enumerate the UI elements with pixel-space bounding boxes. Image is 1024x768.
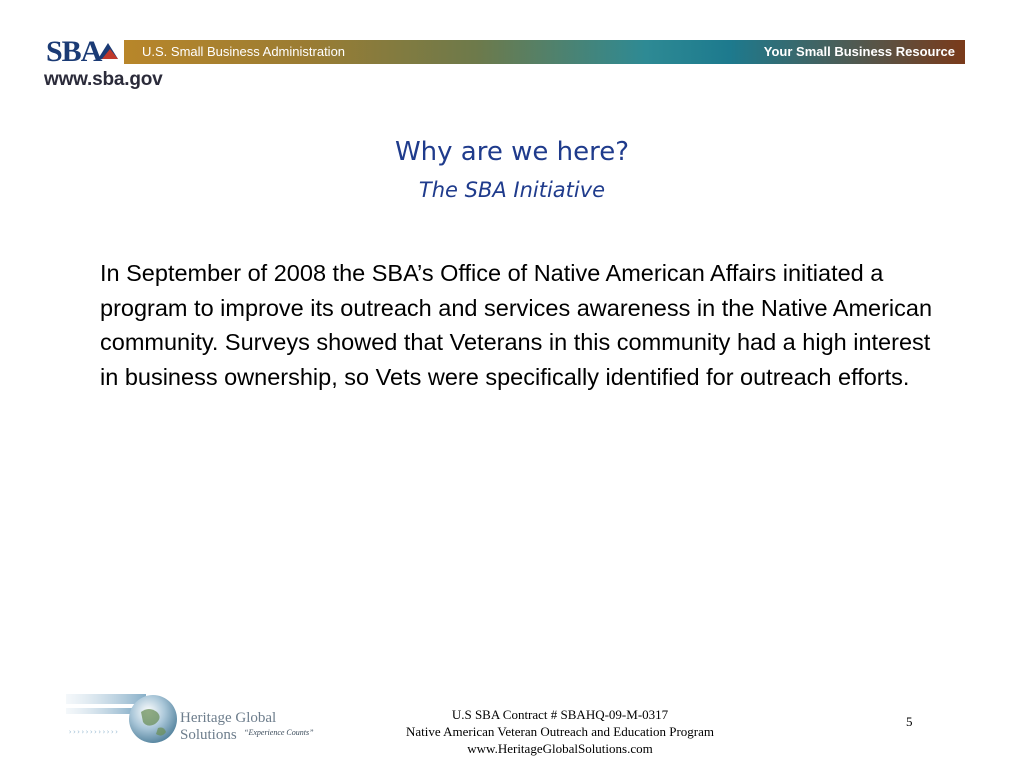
heritage-brand-name: Heritage Global Solutions [180,710,277,743]
banner-agency-name: U.S. Small Business Administration [142,44,346,59]
globe-icon [66,684,196,752]
banner-tagline: Your Small Business Resource [763,44,955,59]
page-number: 5 [906,714,913,729]
footer-contract-number: U.S SBA Contract # SBAHQ-09-M-0317 [451,707,669,722]
sba-logo [44,35,120,68]
header-banner [44,35,965,68]
heritage-tagline: “Experience Counts” [244,728,314,737]
banner-bar [124,40,965,64]
footer-contract-info [340,706,780,757]
slide-title: Why are we here? [394,137,630,167]
sba-website-link[interactable]: www.sba.gov [44,69,163,90]
slide-subtitle: The SBA Initiative [418,178,606,202]
footer-website-link[interactable]: www.HeritageGlobalSolutions.com [467,741,653,756]
sba-logo-text: SBA [46,35,102,68]
footer-program-name: Native American Veteran Outreach and Education Program [405,724,715,739]
sba-swoosh-icon [96,39,120,63]
heritage-global-logo [66,684,336,752]
slide-body-text: In September of 2008 the SBA’s Office of Native American Affairs initiated a program to improve its outreach and services awareness in the Native American community. Surveys showed that Veterans in this community had a high interest in business ownership, so Vets were specifically identified for outreach efforts. [100,260,933,390]
svg-text:››››››››››››: ›››››››››››› [68,728,119,736]
